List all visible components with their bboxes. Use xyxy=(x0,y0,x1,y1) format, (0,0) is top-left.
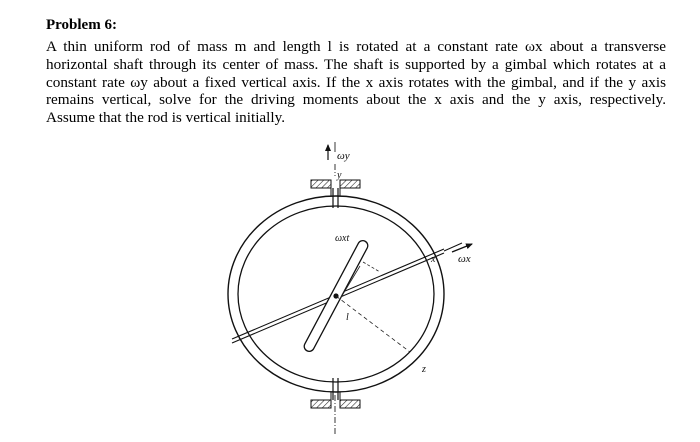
top-bearing xyxy=(311,180,360,208)
omega-x-t-label: ωxt xyxy=(335,233,350,244)
z-axis xyxy=(336,296,410,352)
rod-length-label: l xyxy=(346,312,349,323)
x-axis-label: x xyxy=(431,254,436,265)
omega-x-label: ωx xyxy=(458,253,471,265)
statement-line: constant rate ωy about a fixed vertical axis. If the x axis rotates with the gimbal, and if the y axis xyxy=(46,73,666,91)
statement-line: remains vertical, solve for the driving moments about the x axis and the y axis, respectively. xyxy=(46,91,666,109)
z-axis-label: z xyxy=(422,364,426,375)
statement-line: Assume that the rod is vertical initially. xyxy=(46,109,286,127)
horizontal-shaft xyxy=(232,243,462,343)
statement-line: horizontal shaft through its center of mass. The shaft is supported by a gimbal which rotates at a xyxy=(46,55,666,73)
statement-line: A thin uniform rod of mass m and length l is rotated at a constant rate ωx about a transverse xyxy=(46,38,666,55)
y-axis-label: y xyxy=(337,170,342,181)
omega-x-arrow xyxy=(452,244,472,252)
omega-y-label: ωy xyxy=(337,150,350,162)
problem-title: Problem 6: xyxy=(46,17,117,33)
